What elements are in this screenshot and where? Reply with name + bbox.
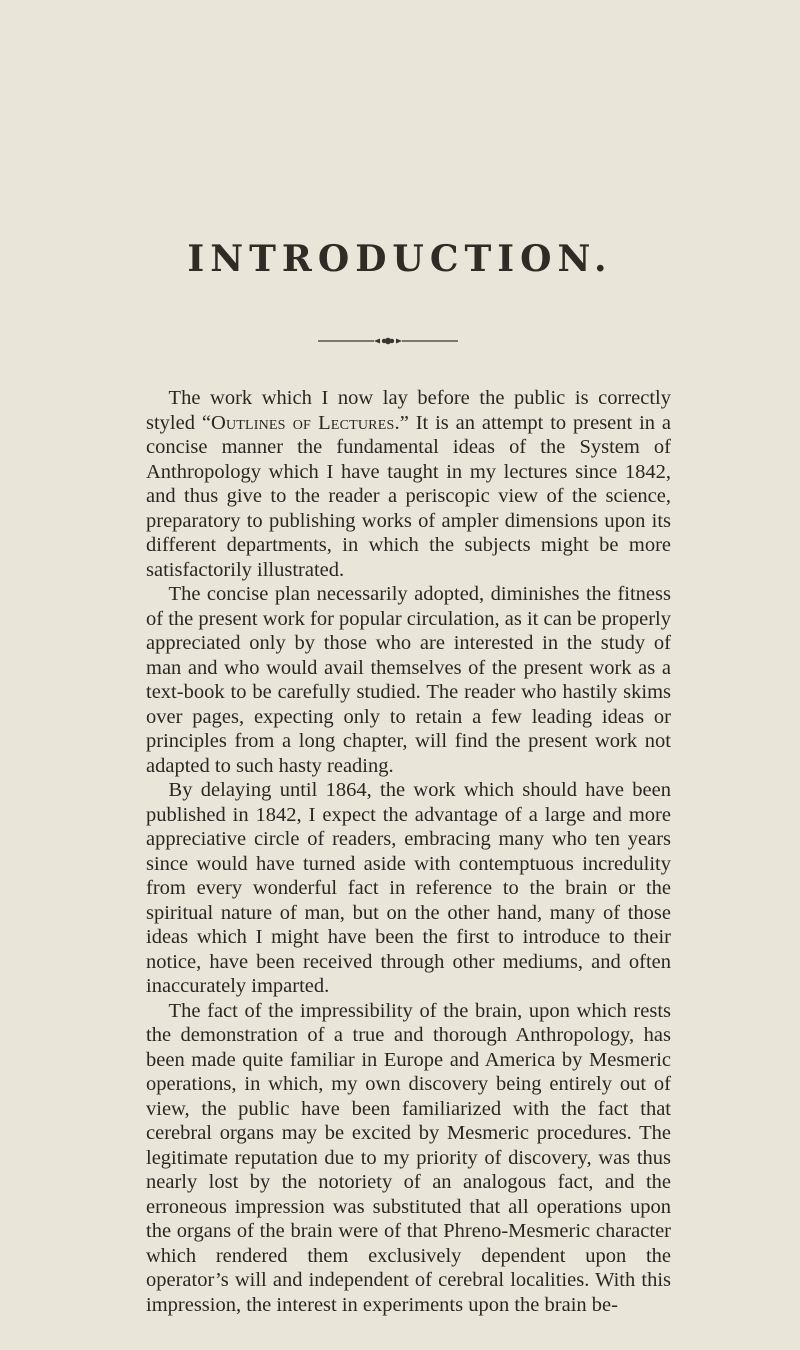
ornament-divider-icon	[318, 335, 458, 347]
paragraph-3: By delaying until 1864, the work which should have been published in 1842, I expect the advantage of a large and more appreciative circle of readers, embracing many who ten years since would have turned aside with contemptuous incredulity from every wonderful fact in reference to the brain or the spiritual nature of man, but on the other hand, many of those ideas which I might have been the first to introduce to their notice, have been received through other mediums, and often inaccurately imparted.	[146, 779, 671, 997]
body-text	[146, 386, 671, 1317]
paragraph-4: The fact of the impressibility of the brain, upon which rests the demonstration of a true and thorough Anthropology, has been made quite familiar in Europe and America by Mesmeric operations, in which, my own discovery being entirely out of view, the public have been familiarized with the fact that cerebral organs may be excited by Mesmeric procedures. The legitimate reputation due to my priority of discovery, was thus nearly lost by the notoriety of an analogous fact, and the erroneous impression was substituted that all operations upon the organs of the brain were of that Phreno-Mesmeric character which rendered them exclusively dependent upon the operator’s will and independent of cerebral localities. With this impression, the interest in experiments upon the brain be-	[146, 999, 671, 1316]
ornamental-rule	[318, 335, 458, 347]
paragraph-1	[146, 386, 671, 582]
paragraph-1-lead: The work which I now lay before the public is correctly styled “	[146, 387, 671, 434]
paragraph-1-rest: ” It is an attempt to present in a concise manner the fundamental ideas of the System of Anthropology which I have taught in my lectures since 1842, and thus give to the reader a periscopic view of the science, preparatory to publishing works of ampler dimensions upon its different departments, in which the subjects might be more satisfactorily illustrated.	[146, 411, 671, 581]
book-title-small-caps: Outlines of Lectures.	[210, 411, 400, 434]
paragraph-2: The concise plan necessarily adopted, diminishes the fitness of the present work for popular circulation, as it can be properly appreciated only by those who are interested in the study of man and who would avail themselves of the present work as a text-book to be carefully studied. The reader who hastily skims over pages, expecting only to retain a few leading ideas or principles from a long chapter, will find the present work not adapted to such hasty reading.	[146, 583, 671, 777]
chapter-title: INTRODUCTION.	[187, 238, 613, 280]
